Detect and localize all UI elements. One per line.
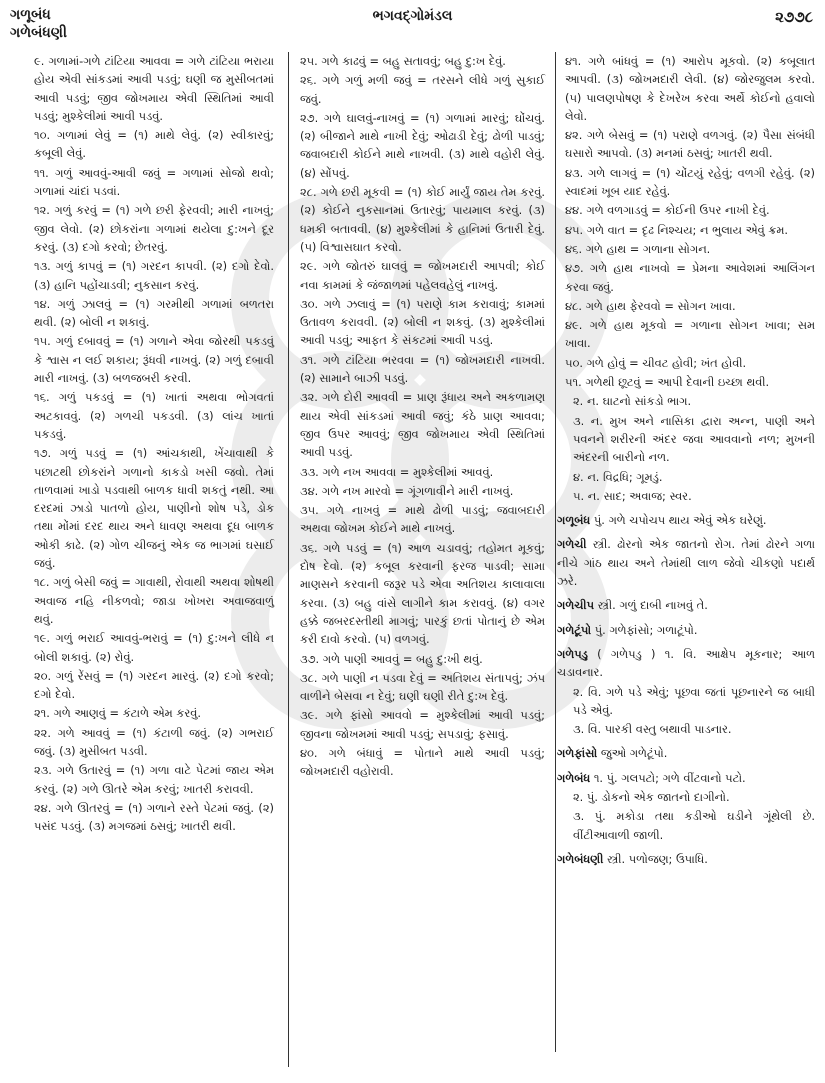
sense-entry: ૪. ન. વિદ્રધિ; ગૂમડું.	[573, 469, 663, 484]
sense-entry: ૫. ન. સાદ; અવાજ; સ્વર.	[573, 488, 692, 503]
idiom-entry: ૨૨. ગળે આવવું = (૧) કંટાળી જવું. (૨) ગભરાઈ જવું. (૩) મુસીબત પડવી.	[34, 725, 274, 758]
idiom-entry: ૪૩. ગળે લાગવું = (૧) ચોંટયું રહેવું; વળગી રહેવું. (૨) સ્વાદમાં ખૂબ યાદ રહેવું.	[565, 165, 815, 199]
column-divider	[555, 52, 556, 1052]
idiom-entry: ૩૦. ગળે ઝલાવું = (૧) પરાણે કામ કરાવાવું; કામમાં ઉતાવળ કરાવવી. (૨) બોલી ન શકવું. (૩) મુશ્કેલીમાં આવી પડવું; આફત કે સંકટમાં આવી પડવું.	[300, 296, 545, 348]
idiom-entry: ૨૬. ગળે ગળું મળી જવું = તરસને લીધે ગળું સુકાઈ જવું.	[300, 73, 545, 106]
idiom-entry: ૧૮. ગળું બેસી જવું = ગાવાથી, રોવાથી અથવા શોષથી અવાજ નહિ નીકળવો; જાડા ખોખરા અવાજવાળું થવું.	[34, 575, 275, 626]
guide-word-last: ગળેબંધણી	[10, 25, 67, 41]
idiom-entry: ૩૧. ગળે ટાંટિયા ભરવવા = (૧) જોખમદારી નાખવી. (૨) સામાને બાઝી પડવું.	[300, 352, 545, 386]
page-header	[0, 0, 825, 48]
idiom-entry: ૫૦. ગળે હોવું = ચીવટ હોવી; ખંત હોવી.	[565, 355, 747, 370]
headword-entry: ગળેચી સ્ત્રી. ઢોરનો એક જાતનો રોગ. તેમાં ઢોરને ગળા નીચે ગાંઠ થાય અને તેમાંથી લાળ જેવો ચીકણો પદાર્થ ઝરે.	[557, 537, 815, 589]
idiom-entry: ૩૭. ગળે પાણી આવવું = બહુ દુ:ખી થવું.	[300, 651, 483, 666]
sense-entry: ૨. વિ. ગળે પડે એવું; પૂછવા જતાં પૂછનારને જ બાધી પડે એવું.	[573, 684, 815, 717]
idiom-entry: ૨૪. ગળે ઊતરવું = (૧) ગળાને રસ્તે પેટમાં જવું. (૨) પસંદ પડવું. (૩) મગજમાં ઠસવું; ખાતરી થવી.	[34, 800, 274, 834]
idiom-entry: ૪૦. ગળે બંધાવું = પોતાને માથે આવી પડવું; જોખમદારી વહોરાવી.	[300, 745, 545, 779]
idiom-entry: ૪૭. ગળે હાથ નાખવો = પ્રેમના આવેશમાં આલિંગન કરવા જવું.	[565, 261, 815, 294]
idiom-entry: ૯. ગળામાં-ગળે ટાંટિયા આવવા = ગળે ટાંટિયા ભરાયા હોય એવી સાંકડમાં આવી પડવું; ઘણી જ મુસીબતમાં આવી પડવું; જીવ જોખમાય એવી સ્થિતિમાં આવી પડવું; મુશ્કેલીમાં આવી પડવું.	[34, 54, 274, 123]
idiom-entry: ૧૦. ગળામાં લેવું = (૧) માથે લેવું. (૨) સ્વીકારવું; કબૂલી લેવું.	[34, 128, 275, 161]
idiom-entry: ૨૦. ગળું રેંસવું = (૧) ગરદન મારવું. (૨) દગો કરવો; દગો દેવો.	[34, 668, 274, 702]
book-title: ભગવદ્ગોમંડલ	[372, 8, 453, 24]
idiom-entry: ૩૮. ગળે પાણી ન પડવા દેવું = અતિશય સંતાપવું; ઝંપ વાળીને બેસવા ન દેવું; ઘણી ઘણી રીતે દુ:ખ દેવું.	[300, 670, 545, 704]
idiom-entry: ૪૮. ગળે હાથ ફેરવવો = સોગન ખાવા.	[565, 298, 736, 313]
idiom-entry: ૩૩. ગળે નખ આવવા = મુશ્કેલીમાં આવવું.	[300, 464, 494, 479]
idiom-entry: ૧૫. ગળું દબાવવું = (૧) ગળાને એવા જોરથી પકડવું કે શ્વાસ ન લઈ શકાય; રૂંધવી નાખવું. (૨) ગળું દબાવી મારી નાખવું. (૩) બળજબરી કરવી.	[34, 334, 274, 386]
headword-entry: ગળેફાંસો જુઓ ગળેટૂંપો.	[557, 746, 668, 761]
idiom-entry: ૧૬. ગળું પકડવું = (૧) ખાતાં અથવા ભોગવતાં અટકાવવું. (૨) ગળચી પકડવી. (૩) લાંચ ખાતાં પકડવું.	[34, 390, 275, 441]
headword-entry: ગળૂબંધ પું. ગળે ચપોચપ થાય એવું એક ઘરેણું.	[557, 513, 767, 528]
idiom-entry: ૨૫. ગળે કાઢવું = બહુ સતાવવું; બહુ દુ:ખ દેવું.	[300, 54, 506, 68]
idiom-entry: ૨૯. ગળે જોતરું ઘાલવું = જોખમદારી આપવી; કોઈ નવા કામમાં કે જંજાળમાં પહેલવહેલું નાખવું.	[300, 259, 545, 292]
idiom-entry: ૨૩. ગળે ઉતારવું = (૧) ગળા વાટે પેટમાં જાય એમ કરવું. (૨) ગળે ઊતરે એમ કરવું; ખાતરી કરાવવી.	[34, 763, 274, 796]
column-3	[557, 52, 816, 869]
idiom-entry: ૧૧. ગળું આવવું-આવી જવું = ગળામાં સોજો થવો; ગળામાં ચાંદાં પડવાં.	[34, 165, 275, 199]
idiom-entry: ૧૯. ગળું ભરાઈ આવવું-ભરાવું = (૧) દુ:ખને લીધે ન બોલી શકાવું. (૨) રોવું.	[34, 631, 274, 664]
idiom-entry: ૨૮. ગળે છરી મૂકવી = (૧) કોઈ માર્યું જાય તેમ કરવું. (૨) કોઈને નુકસાનમાં ઉતારવું; પાયમાલ કરવું. (૩) ધમકી બતાવવી. (૪) મુશ્કેલીમાં કે હાનિમાં ઉતારી દેવું. (૫) વિશ્વાસઘાત કરવો.	[300, 185, 545, 254]
idiom-entry: ૩૪. ગળે નખ મારવો = ગૂંગળાવીને મારી નાખવું.	[300, 483, 514, 498]
headword-entry: ગળેપડુ ( ગળેપડુ ) ૧. વિ. આક્ષેપ મૂકનાર; આળ ચડાવનાર.	[557, 646, 816, 680]
idiom-entry: ૪૨. ગળે બેસવું = (૧) પરાણે વળગવું. (૨) પૈસા સંબંધી ઘસારો આપવો. (૩) મનમાં ઠસવું; ખાતરી થવી.	[565, 128, 815, 161]
headword-entry: ગળેબંધ ૧. પું. ગલપટો; ગળે વીંટવાનો પટો.	[557, 770, 746, 785]
idiom-entry: ૪૯. ગળે હાથ મૂકવો = ગળાના સોગન ખાવા; સમ ખાવા.	[565, 318, 815, 351]
idiom-entry: ૨૧. ગળે આણવું = કંટાળે એમ કરવું.	[34, 706, 201, 721]
idiom-entry: ૩૯. ગળે ફાંસો આવવો = મુશ્કેલીમાં આવી પડવું; જીવના જોખમમાં આવી પડવું; સપડાવું; ફસાવું.	[300, 708, 545, 741]
idiom-entry: ૫૧. ગળેથી છૂટવું = આપી દેવાની ઇચ્છા થવી.	[565, 375, 770, 390]
idiom-entry: ૧૨. ગળું કરવું = (૧) ગળે છરી ફેરવવી; મારી નાખવું; જીવ લેવો. (૨) છોકરાંના ગળામાં થયેલા દુ:ખને દૂર કરવું. (૩) દગો કરવો; છેતરવું.	[34, 203, 274, 254]
sense-entry: ૩. વિ. પારકી વસ્તુ બથાવી પાડનાર.	[573, 722, 732, 737]
headword-entry: ગળેબંધણી સ્ત્રી. પળોજણ; ઉપાધિ.	[557, 851, 708, 866]
sense-entry: ૩. પું. મકોડા તથા કડીઓ ઘડીને ગૂંથેલી છે. વીંટીઆવાળી જાળી.	[573, 809, 815, 842]
headword-entry: ગળેચીપ સ્ત્રી. ગળું દાબી નાખવું તે.	[557, 598, 708, 613]
sense-entry: ૨. ન. ઘાટનો સાંકડો ભાગ.	[573, 394, 692, 409]
column-divider	[288, 52, 289, 1067]
idiom-entry: ૪૧. ગળે બાંધવું = (૧) આરોપ મૂકવો. (૨) કબૂલાત આપવી. (૩) જોખમદારી લેવી. (૪) જોરજુલમ કરવો. (૫) પાલણપોષણ કે દેખરેખ કરવા અર્થે કોઈનો હવાલો લેવો.	[565, 54, 815, 123]
idiom-entry: ૨૭. ગળે ઘાલવું-નાખવું = (૧) ગળામાં મારવું; ઘોંચવું. (૨) બીજાને માથે નાખી દેવું; ઓઢાડી દેવું; ઢોળી પાડવું; જવાબદારી કોઈને માથે નાખવી. (૩) માથે વહોરી લેવું. (૪) સોંપવું.	[300, 110, 545, 180]
column-1	[34, 52, 274, 836]
column-2	[300, 52, 545, 782]
idiom-entry: ૪૬. ગળે હાથ = ગળાના સોગન.	[565, 241, 711, 256]
idiom-entry: ૧૭. ગળું પડવું = (૧) આંચકાથી, ખેંચાવાથી કે પછાટથી છોકરાંને ગળાનો કાકડો ખસી જવો. તેમાં તાળવામાં ખાડો પડવાથી બાળક ધાવી શકતું નથી. આ દરદમાં ઝાડો પાતળો હોય, પાણીનો શોષ પડે, ડોક તથા મોંમાં દરદ થાય અને ધાવણ અથવા દૂધ બાળક ઓકી કાઢે. (૨) ગોળ ચીજનું એક જ ભાગમાં ઘસાઈ જવું.	[34, 446, 274, 571]
headword-entry: ગળેટૂંપો પું. ગળેફાંસો; ગળાટૂંપો.	[557, 622, 698, 637]
idiom-entry: ૩૬. ગળે પડવું = (૧) આળ ચડાવવું; તહોમત મૂકવું; દોષ દેવો. (૨) કબૂલ કરવાની ફરજ પાડવી; સામા માણસને કરવાની જરૂર પડે એવા અતિશય કાલાવાલા કરવા. (૩) બહુ વાંસે લાગીને કામ કરાવવું. (૪) વગર હક્કે જબરદસ્તીથી માગવું; પારકું છતાં પોતાનું છે એમ કરી દાવો કરવો. (૫) વળગવું.	[300, 540, 545, 647]
idiom-entry: ૧૪. ગળું ઝાલવું = (૧) ગરમીથી ગળામાં બળતરા થવી. (૨) બોલી ન શકાવું.	[34, 296, 275, 330]
sense-entry: ૩. ન. મુખ અને નાસિકા દ્વારા અન્ન, પાણી અને પવનને શરીરની અંદર જવા આવવાનો નળ; મુખની અંદરની બારીનો નળ.	[573, 413, 815, 465]
idiom-entry: ૩૨. ગળે દોરી આવવી = પ્રાણ રૂંધાય અને અકળામણ થાય એવી સાંકડમાં આવી જવું; કંઠે પ્રાણ આવવા; જીવ ઉપર આવવું; જીવ જોખમાય એવી સ્થિતિમાં આવી પડવું.	[300, 390, 546, 460]
idiom-entry: ૪૫. ગળે વાત = દૃઢ નિશ્ચય; ન ભુલાય એવું ક્રમ.	[565, 222, 789, 237]
idiom-entry: ૩૫. ગળે નાખવું = માથે ઢોળી પાડવું; જવાબદારી અથવા જોખમ કોઈને માથે નાખવું.	[300, 503, 545, 536]
idiom-entry: ૧૩. ગળું કાપવું = (૧) ગરદન કાપવી. (૨) દગો દેવો. (૩) હાનિ પહોંચાડવી; નુકસાન કરવું.	[34, 259, 275, 292]
page-number: ૨૭૭૮	[775, 8, 813, 26]
idiom-entry: ૪૪. ગળે વળગાડવું = કોઈની ઉપર નાખી દેવું.	[565, 203, 770, 218]
sense-entry: ૨. પું. ડોકનો એક જાતનો દાગીનો.	[573, 789, 730, 804]
guide-word-first: ગળૂબંધ	[10, 7, 51, 23]
